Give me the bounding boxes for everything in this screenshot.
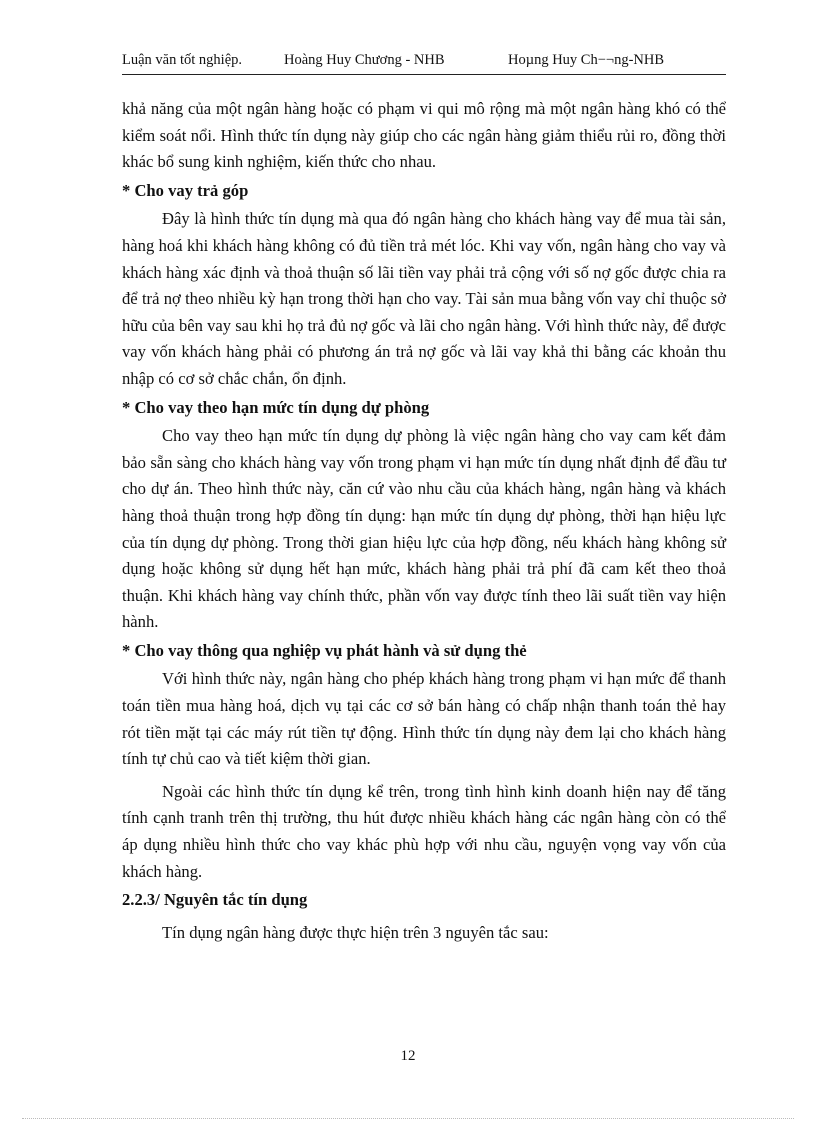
paragraph-4: Với hình thức này, ngân hàng cho phép khách hàng trong phạm vi hạn mức để thanh toán tiền mua hàng hoá, dịch vụ tại các cơ sở bán hàng có chấp nhận thanh toán thẻ hay rót tiền mặt tại các máy rút tiền tự động. Hình thức tín dụng này đem lại cho khách hàng tính tự chủ cao và tiết kiệm thời gian. <box>122 669 726 769</box>
heading-installment-loan: * Cho vay trả góp <box>122 180 249 200</box>
header-author-garbled: Hoµng Huy Ch−¬ng-NHB <box>508 52 665 68</box>
paragraph-6: Tín dụng ngân hàng được thực hiện trên 3 nguyên tắc sau: <box>162 922 549 942</box>
paragraph-2: Đây là hình thức tín dụng mà qua đó ngân hàng cho khách hàng vay để mua tài sản, hàng hoá khi khách hàng không có đủ tiền trả mét lóc. Khi vay vốn, ngân hàng cho vay và khách hàng xác định và thoả thuận số lãi tiền vay phải trả cộng với số nợ gốc được chia ra để trả nợ theo nhiều kỳ hạn trong thời hạn cho vay. Tài sản mua bằng vốn vay chỉ thuộc sở hữu của bên vay sau khi họ trả đủ nợ gốc và lãi cho ngân hàng. Với hình thức này, để được vay vốn khách hàng phải có phương án trả nợ gốc và lãi vay khả thi bằng các khoản thu nhập có cơ sở chắc chắn, ổn định. <box>122 209 726 388</box>
paragraph-1: khả năng của một ngân hàng hoặc có phạm vi qui mô rộng mà một ngân hàng khó có thể kiểm soát nổi. Hình thức tín dụng này giúp cho các ngân hàng giảm thiểu rủi ro, đồng thời khác bổ sung kinh nghiệm, kiến thức cho nhau. <box>122 99 726 172</box>
heading-standby-credit: * Cho vay theo hạn mức tín dụng dự phòng <box>122 397 430 417</box>
header-author: Hoàng Huy Chương - NHB <box>284 52 445 68</box>
page-number: 12 <box>400 1048 416 1064</box>
page-header <box>122 52 726 75</box>
header-thesis-label: Luận văn tốt nghiệp. <box>122 52 243 68</box>
paragraph-5: Ngoài các hình thức tín dụng kể trên, trong tình hình kinh doanh hiện nay để tăng tính cạnh tranh trên thị trường, thu hút được nhiều khách hàng các ngân hàng còn có thể áp dụng nhiều hình thức cho vay khác phù hợp với nhu cầu, nguyện vọng vay vốn của khách hàng. <box>122 781 726 881</box>
document-body <box>122 96 726 946</box>
page-bottom-divider <box>22 1118 794 1119</box>
heading-credit-principles: 2.2.3/ Nguyên tắc tín dụng <box>122 890 308 910</box>
paragraph-3: Cho vay theo hạn mức tín dụng dự phòng là việc ngân hàng cho vay cam kết đảm bảo sẵn sàng cho khách hàng vay vốn trong phạm vi hạn mức tín dụng nhất định để đầu tư cho dự án. Theo hình thức này, căn cứ vào nhu cầu của khách hàng, ngân hàng và khách hàng thoả thuận trong hợp đồng tín dụng: hạn mức tín dụng dự phòng, thời hạn hiệu lực của tín dụng dự phòng. Trong thời gian hiệu lực của hợp đồng, nếu khách hàng không sử dụng hoặc không sử dụng hết hạn mức, khách hàng phải trả phí đã cam kết theo thoả thuận. Khi khách hàng vay chính thức, phần vốn vay được tính theo lãi suất tiền vay hiện hành. <box>122 426 726 632</box>
heading-card-lending: * Cho vay thông qua nghiệp vụ phát hành và sử dụng thẻ <box>122 640 527 660</box>
